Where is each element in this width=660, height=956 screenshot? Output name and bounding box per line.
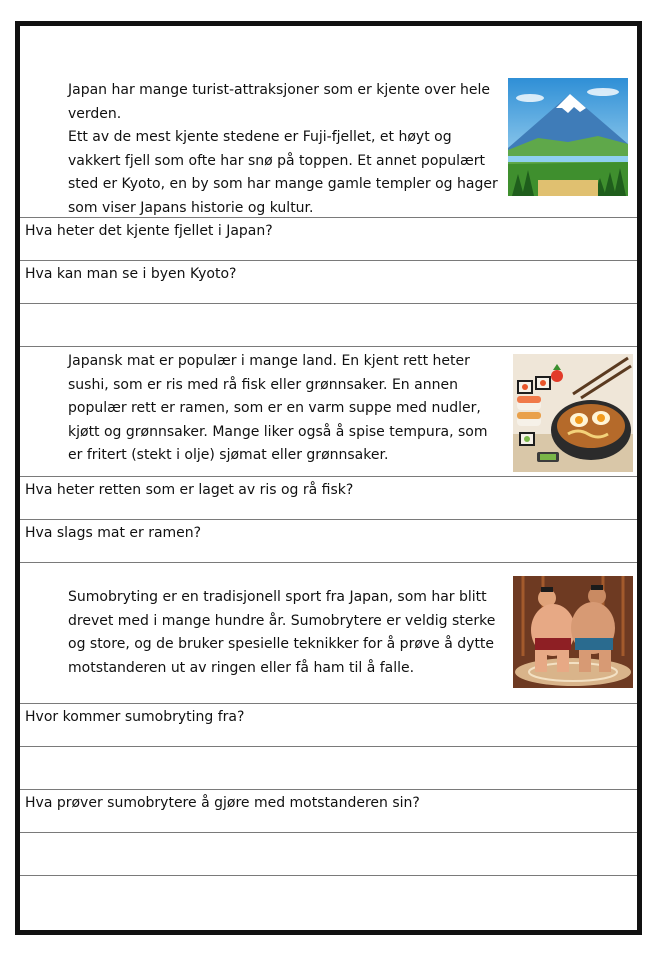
question-fuji: Hva heter det kjente fjellet i Japan? (20, 217, 637, 260)
question-ramen: Hva slags mat er ramen? (20, 519, 637, 562)
paragraph-line: Japan har mange turist-attraksjoner som er kjente over hele verden. (68, 82, 490, 122)
question-sumo-goal: Hva prøver sumobrytere å gjøre med motstanderen sin? (20, 789, 637, 832)
answer-line[interactable] (20, 875, 637, 935)
paragraph-line: Ett av de mest kjente stedene er Fuji-fjellet, et høyt og vakkert fjell som ofte har snø på toppen. Et annet populært sted er Kyoto, en by som har mange gamle templer og hager som viser Japans historie og kultur. (68, 129, 498, 216)
paragraph-japanese-food (68, 350, 506, 468)
answer-line[interactable] (20, 746, 637, 789)
sumo-wrestlers-image (513, 576, 633, 688)
answer-line[interactable] (20, 832, 637, 875)
divider (20, 562, 637, 563)
question-sumo-origin: Hvor kommer sumobryting fra? (20, 703, 637, 746)
sushi-ramen-image (513, 354, 633, 472)
paragraph-japan-attractions (68, 79, 506, 220)
paragraph-line: Sumobryting er en tradisjonell sport fra Japan, som har blitt drevet med i mange hundre år. Sumobrytere er veldig sterke og store, og de bruker spesielle teknikker for å prøve å dytte motstanderen ut av ringen eller få ham til å falle. (68, 589, 496, 676)
divider (20, 346, 637, 347)
paragraph-sumo (68, 586, 506, 680)
question-kyoto: Hva kan man se i byen Kyoto? (20, 260, 637, 303)
question-sushi: Hva heter retten som er laget av ris og rå fisk? (20, 476, 637, 519)
worksheet-frame (15, 21, 642, 935)
paragraph-line: Japansk mat er populær i mange land. En kjent rett heter sushi, som er ris med rå fisk eller grønnsaker. En annen populær rett er ramen, som er en varm suppe med nudler, kjøtt og grønnsaker. Mange liker også å spise tempura, som er fritert (stekt i olje) sjømat eller grønnsaker. (68, 353, 488, 463)
answer-line[interactable] (20, 303, 637, 346)
mount-fuji-image (508, 78, 628, 196)
